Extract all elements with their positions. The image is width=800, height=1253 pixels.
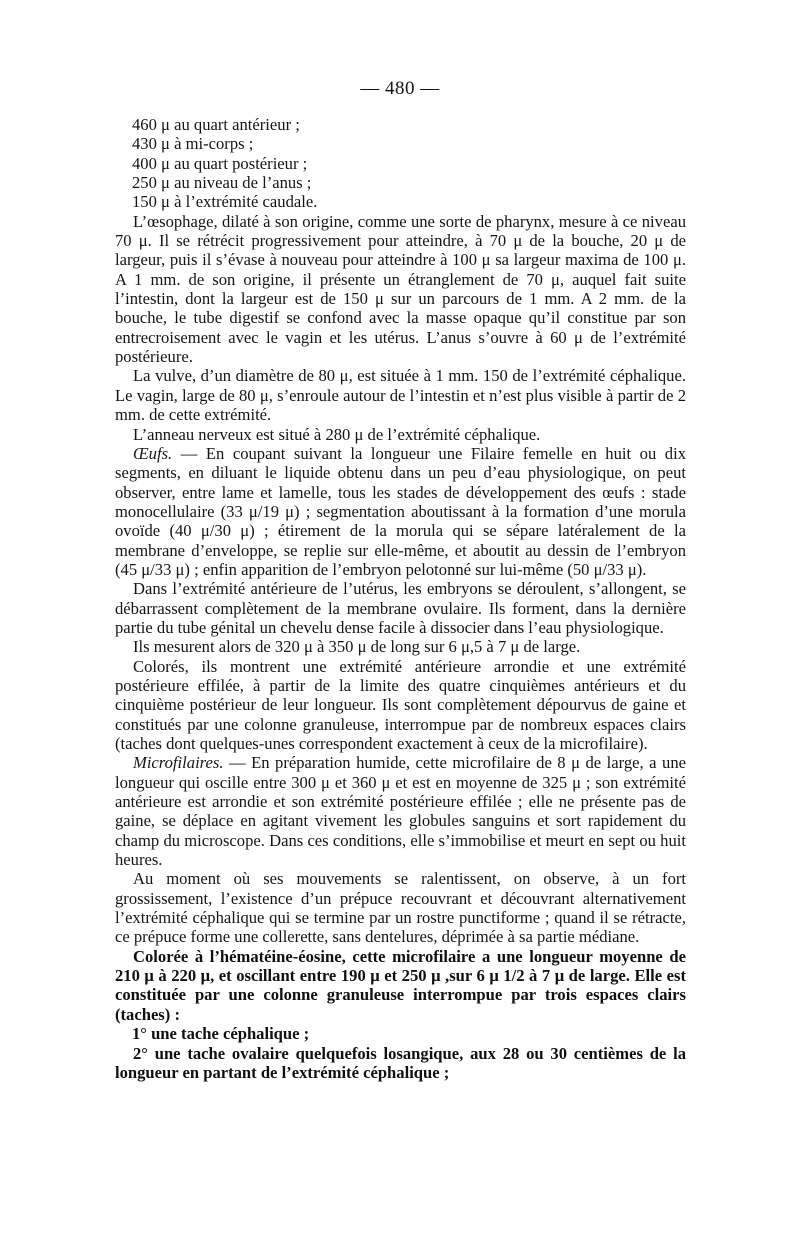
paragraph-oeufs-text: — En coupant suivant la longueur une Filaire femelle en huit ou dix segments, en diluant le liquide obtenu dans un peu d’eau physiologique, on peut observer, entre lame et lamelle, tous les stades de développement des œufs : stade monocellulaire (33 μ/19 μ) ; segmentation aboutissant à la formation d’une morula ovoïde (40 μ/30 μ) ; étirement de la morula qui se sépare latéralement de la membrane d’enveloppe, se replie sur elle-même, et aboutit au dessin de l’embryon (45 μ/33 μ) ; enfin apparition de l’embryon pelotonné sur lui-même (50 μ/33 μ). (115, 443, 686, 579)
paragraph-oeufs (115, 444, 686, 579)
paragraph-anneau-nerveux: L’anneau nerveux est situé à 280 μ de l’extrémité céphalique. (133, 424, 541, 444)
body-text (115, 115, 686, 1082)
measurement-line: 250 μ au niveau de l’anus ; (132, 173, 312, 193)
list-item-tache-1: 1° une tache céphalique ; (132, 1024, 310, 1044)
paragraph-colores: Colorés, ils montrent une extrémité antérieure arrondie et une extrémité postérieure effilée, à partir de la limite des quatre cinquièmes antérieurs et du cinquième postérieur de leur longueur. Ils sont complètement dépourvus de gaine et constitués par une colonne granuleuse, interrompue par de nombreux espaces clairs (taches dont quelques-unes correspondent exactement à ceux de la microfilaire). (115, 656, 686, 753)
measurement-line: 400 μ au quart postérieur ; (132, 153, 308, 173)
section-lead-oeufs: Œufs. (133, 443, 173, 463)
measurement-line: 430 μ à mi-corps ; (132, 134, 254, 154)
paragraph-vulve: La vulve, d’un diamètre de 80 μ, est située à 1 mm. 150 de l’extrémité céphalique. Le vagin, large de 80 μ, s’enroule autour de l’intestin et n’est plus visible à partir de 2 mm. de cette extrémité. (115, 366, 686, 425)
page-number: — 480 — (360, 78, 440, 99)
paragraph-oesophage: L’œsophage, dilaté à son origine, comme une sorte de pharynx, mesure à ce niveau 70 μ. Il se rétrécit progressivement pour atteindre, à 70 μ de la bouche, 20 μ de largeur, puis il s’évase à nouveau pour atteindre à 100 μ sa largeur maxima de 100 μ. A 1 mm. de son origine, il présente un étranglement de 70 μ, auquel fait suite l’intestin, dont la largeur est de 150 μ sur un parcours de 1 mm. A 2 mm. de la bouche, le tube digestif se confond avec la masse opaque qu’il constitue par son entrecroisement avec le vagin et les utérus. L’anus s’ouvre à 60 μ de l’extrémité postérieure. (115, 211, 686, 367)
measurement-line: 460 μ au quart antérieur ; (132, 115, 300, 134)
paragraph-prepuce: Au moment où ses mouvements se ralentissent, on observe, à un fort grossissement, l’existence d’un prépuce recouvrant et découvrant alternativement l’extrémité céphalique qui se termine par un rostre punctiforme ; quand il se rétracte, ce prépuce forme une collerette, sans dentelures, déprimée à sa partie médiane. (115, 869, 686, 947)
list-item-tache-2: 2° une tache ovalaire quelquefois losangique, aux 28 ou 30 centièmes de la longueur en partant de l’extrémité céphalique ; (115, 1043, 686, 1082)
paragraph-microfilaires (115, 753, 686, 869)
paragraph-coloree: Colorée à l’hématéine-éosine, cette microfilaire a une longueur moyenne de 210 μ à 220 μ, et oscillant entre 190 μ et 250 μ ,sur 6 μ 1/2 à 7 μ de large. Elle est constituée par une colonne granuleuse interrompue par trois espaces clairs (taches) : (115, 946, 686, 1024)
section-lead-microfilaires: Microfilaires. (133, 753, 224, 773)
paragraph-mesures: Ils mesurent alors de 320 μ à 350 μ de long sur 6 μ,5 à 7 μ de large. (133, 637, 581, 657)
bold-block (115, 947, 686, 1082)
paragraph-embryons: Dans l’extrémité antérieure de l’utérus, les embryons se déroulent, s’allongent, se débarrassent complètement de la membrane ovulaire. Ils forment, dans la dernière partie du tube génital un chevelu dense facile à dissocier dans l’eau physiologique. (115, 579, 686, 637)
paragraph-microfilaires-text: — En préparation humide, cette microfilaire de 8 μ de large, a une longueur qui oscille entre 300 μ et 360 μ et est en moyenne de 325 μ ; son extrémité antérieure est arrondie et son extrémité postérieure effilée ; elle ne présente pas de gaine, se déplace en agitant vivement les globules sanguins et sort rapidement du champ du microscope. Dans ces conditions, elle s’immobilise et meurt en sept ou huit heures. (115, 753, 686, 870)
measurement-line: 150 μ à l’extrémité caudale. (132, 192, 318, 212)
